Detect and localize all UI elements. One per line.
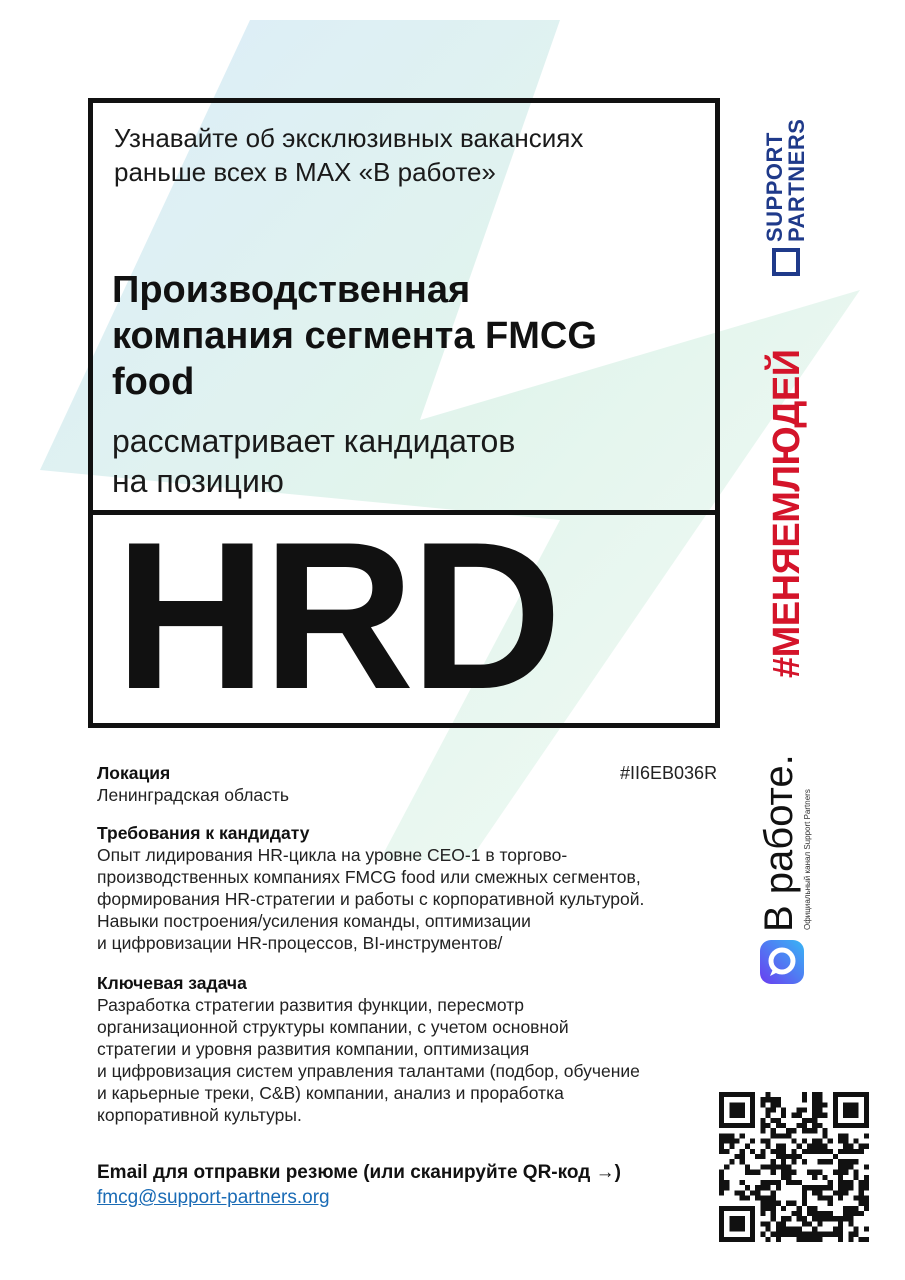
channel-name: В работе. — [757, 754, 801, 932]
brand-line-1: SUPPORT — [762, 132, 787, 242]
considers-line-1: рассматривает кандидатов — [112, 423, 516, 459]
intro-line-2: раньше всех в MAX «В работе» — [114, 157, 496, 187]
email-block — [97, 1161, 717, 1211]
key-task-line: и карьерные треки, C&B) компании, анализ и проработка — [97, 1083, 564, 1103]
chat-bubble-icon — [760, 940, 804, 984]
email-label: Email для отправки резюме (или сканируйте QR-код →) — [97, 1162, 621, 1183]
company-title — [112, 267, 692, 405]
key-task-line: стратегии и уровня развития компании, оптимизация — [97, 1039, 530, 1059]
reference-code: #II6EB036R — [620, 763, 718, 783]
key-task-line: Разработка стратегии развития функции, пересмотр — [97, 995, 524, 1015]
email-link[interactable]: fmcg@support-partners.org — [97, 1187, 330, 1208]
requirements-title: Требования к кандидату — [97, 823, 310, 843]
company-line-1: Производственная — [112, 269, 471, 311]
key-task-section — [97, 972, 717, 1126]
intro-line-1: Узнавайте об эксклюзивных вакансиях — [114, 123, 584, 153]
key-task-line: и цифровизация систем управления талантами (подбор, обучение — [97, 1061, 640, 1081]
key-task-line: корпоративной культуры. — [97, 1105, 302, 1125]
requirements-line: Опыт лидирования HR-цикла на уровне CEO-1 в торгово- — [97, 845, 568, 865]
square-outline-icon — [772, 248, 800, 276]
location-title: Локация — [97, 763, 171, 783]
considers-line-2: на позицию — [112, 463, 284, 499]
hashtag: #МЕНЯЕМЛЮДЕЙ — [766, 349, 808, 678]
channel-logo — [756, 740, 826, 990]
company-line-2: компания сегмента FMCG — [112, 315, 597, 357]
brand-line-2: PARTNERS — [784, 118, 809, 242]
channel-caption: Официальный канал Support Partners — [803, 789, 812, 930]
requirements-line: Навыки построения/усиления команды, оптимизации — [97, 911, 531, 931]
location-value: Ленинградская область — [97, 785, 290, 805]
location-section — [97, 762, 717, 806]
key-task-title: Ключевая задача — [97, 973, 247, 993]
headline-box — [88, 98, 720, 733]
requirements-line: и цифровизации HR-процессов, BI-инструментов/ — [97, 933, 503, 953]
intro-text — [114, 121, 674, 189]
key-task-line: организационной структуры компании, с учетом основной — [97, 1017, 569, 1037]
requirements-line: производственных компаниях FMCG food или смежных сегментов, — [97, 867, 641, 887]
requirements-section — [97, 822, 717, 954]
qr-code-icon[interactable] — [719, 1092, 869, 1242]
brand-logo — [764, 98, 814, 278]
requirements-line: формирования HR-стратегии и работы с корпоративной культурой. — [97, 889, 645, 909]
considers-text — [112, 421, 672, 501]
position-title: HRD — [115, 498, 558, 733]
company-line-3: food — [112, 361, 195, 403]
